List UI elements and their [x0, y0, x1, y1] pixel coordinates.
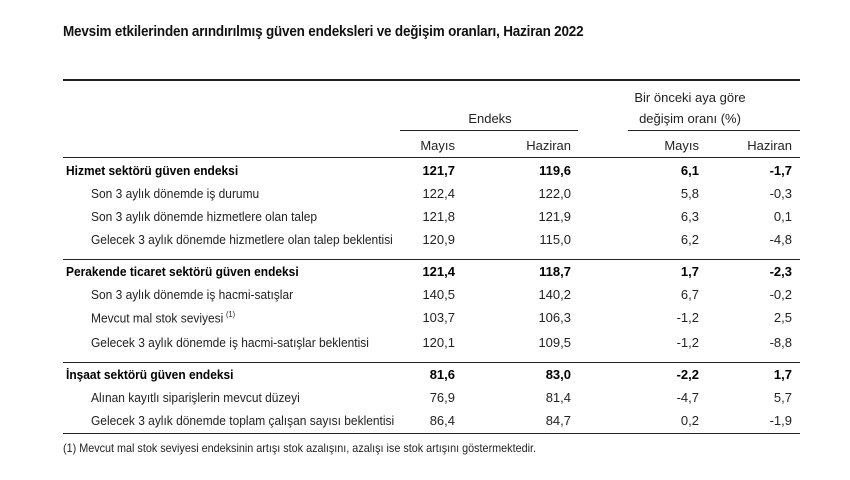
cell-change-mayis: 1,7 [680, 264, 699, 279]
cell-endeks-mayis: 121,8 [422, 209, 455, 224]
cell-change-mayis: 6,1 [680, 163, 699, 178]
row-label-text: Son 3 aylık dönemde iş durumu [91, 186, 260, 201]
header-change-line2: değişim oranı (%) [639, 111, 741, 126]
row-label [91, 390, 300, 405]
header-endeks-mayis: Mayıs [420, 138, 455, 153]
row-label-text: Mevcut mal stok seviyesi [91, 310, 224, 326]
cell-change-haziran: -8,8 [769, 335, 792, 350]
row-label-text: Gelecek 3 aylık dönemde iş hacmi-satışlar beklentisi [91, 335, 369, 350]
cell-endeks-mayis: 122,4 [422, 186, 455, 201]
cell-endeks-mayis: 103,7 [422, 310, 455, 325]
table-row [0, 284, 850, 306]
header-bottom-rule [63, 157, 800, 158]
cell-endeks-mayis: 121,4 [422, 264, 455, 279]
table-row [0, 206, 850, 228]
cell-change-mayis: 5,8 [680, 186, 699, 201]
header-endeks-haziran: Haziran [526, 138, 571, 153]
cell-endeks-mayis: 120,9 [422, 232, 455, 247]
cell-endeks-mayis: 120,1 [422, 335, 455, 350]
cell-change-mayis: -2,2 [676, 367, 699, 382]
row-label [91, 413, 394, 428]
row-label [91, 209, 317, 224]
cell-endeks-mayis: 121,7 [422, 163, 455, 178]
row-label-text: Gelecek 3 aylık dönemde toplam çalışan sayısı beklentisi [91, 413, 395, 428]
row-label [91, 232, 393, 247]
cell-change-mayis: 6,2 [680, 232, 699, 247]
table-row [0, 364, 850, 386]
table-row [0, 183, 850, 205]
cell-change-haziran: 1,7 [773, 367, 792, 382]
cell-endeks-haziran: 122,0 [538, 186, 571, 201]
row-label-text: Hizmet sektörü güven endeksi [66, 163, 239, 178]
section-rule-insaat [63, 362, 800, 363]
cell-endeks-haziran: 81,4 [545, 390, 571, 405]
cell-change-haziran: 2,5 [773, 310, 792, 325]
row-label [91, 310, 235, 325]
cell-endeks-mayis: 76,9 [429, 390, 455, 405]
row-label-text: İnşaat sektörü güven endeksi [66, 367, 234, 382]
table-row [0, 261, 850, 283]
cell-change-haziran: -1,9 [769, 413, 792, 428]
footnote: (1) Mevcut mal stok seviyesi endeksinin artışı stok azalışını, azalışı ise stok artışını göstermektedir. [63, 441, 536, 455]
row-label [66, 367, 234, 382]
cell-endeks-haziran: 83,0 [545, 367, 571, 382]
header-endeks: Endeks [468, 111, 512, 126]
cell-endeks-haziran: 140,2 [538, 287, 571, 302]
page-title: Mevsim etkilerinden arındırılmış güven endeksleri ve değişim oranları, Haziran 2022 [63, 24, 584, 40]
endeks-group-rule [400, 130, 578, 131]
cell-change-mayis: 6,7 [680, 287, 699, 302]
table-row [0, 229, 850, 251]
section-rule-perakende [63, 259, 800, 260]
cell-endeks-haziran: 115,0 [539, 232, 571, 247]
row-label [66, 264, 299, 279]
row-label [66, 163, 238, 178]
row-label-text: Gelecek 3 aylık dönemde hizmetlere olan talep beklentisi [91, 232, 393, 247]
table-row [0, 387, 850, 409]
table-row [0, 332, 850, 354]
row-label-text: Perakende ticaret sektörü güven endeksi [66, 264, 299, 279]
change-group-rule [628, 130, 800, 131]
row-label-text: Son 3 aylık dönemde hizmetlere olan talep [91, 209, 318, 224]
table-row [0, 160, 850, 182]
table-bottom-rule [63, 433, 800, 434]
cell-endeks-mayis: 86,4 [429, 413, 455, 428]
cell-change-mayis: -4,7 [676, 390, 699, 405]
header-change-haziran: Haziran [747, 138, 792, 153]
cell-endeks-haziran: 121,9 [538, 209, 571, 224]
table-top-rule [63, 79, 800, 81]
header-change-mayis: Mayıs [664, 138, 699, 153]
cell-endeks-haziran: 109,5 [538, 335, 571, 350]
cell-change-haziran: -0,2 [769, 287, 792, 302]
cell-change-haziran: -2,3 [769, 264, 792, 279]
cell-endeks-haziran: 84,7 [545, 413, 571, 428]
cell-change-haziran: -0,3 [769, 186, 792, 201]
header-change-line1: Bir önceki aya göre [634, 90, 746, 105]
cell-endeks-mayis: 140,5 [422, 287, 455, 302]
row-label-text: Alınan kayıtlı siparişlerin mevcut düzeyi [91, 390, 300, 405]
row-label-text: Son 3 aylık dönemde iş hacmi-satışlar [91, 287, 294, 302]
cell-endeks-haziran: 119,6 [539, 163, 571, 178]
cell-change-mayis: -1,2 [676, 310, 699, 325]
footnote-marker: (1) [226, 310, 236, 319]
cell-endeks-haziran: 118,7 [539, 264, 571, 279]
cell-endeks-haziran: 106,3 [538, 310, 571, 325]
cell-endeks-mayis: 81,6 [429, 367, 455, 382]
table-row [0, 307, 850, 329]
cell-change-mayis: -1,2 [676, 335, 699, 350]
cell-change-mayis: 0,2 [680, 413, 699, 428]
row-label [91, 186, 259, 201]
row-label [91, 287, 293, 302]
row-label [91, 335, 369, 350]
cell-change-haziran: 5,7 [773, 390, 792, 405]
table-row [0, 410, 850, 432]
cell-change-haziran: 0,1 [773, 209, 792, 224]
cell-change-mayis: 6,3 [680, 209, 699, 224]
cell-change-haziran: -1,7 [769, 163, 792, 178]
cell-change-haziran: -4,8 [769, 232, 792, 247]
